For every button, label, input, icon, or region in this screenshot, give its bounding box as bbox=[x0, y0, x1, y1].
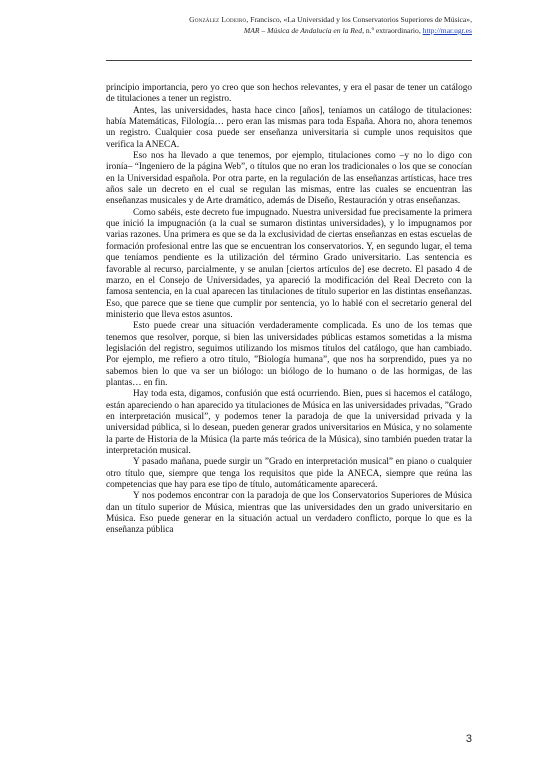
paragraph: Y nos podemos encontrar con la paradoja de que los Conservatorios Superiores de Música dan un título superior de Música, mientras que las universidades den un grado universitario en Música. Eso puede generar en la situación actual un verdadero conflicto, porque lo que es la enseñanza pública bbox=[106, 491, 472, 536]
header-journal: MAR – Música de Andalucía en la Red bbox=[243, 26, 363, 35]
header-author: González Lodeiro bbox=[189, 15, 247, 24]
paragraph: Eso nos ha llevado a que tenemos, por ejemplo, titulaciones como –y no lo digo con ironía– “Ingeniero de la página Web”, o títulos que no eran los tradicionales o los que se conocían en la Universidad española. Por otra parte, en la regulación de las enseñanzas artísticas, hace tres años sale un decreto en el cual se regulan las mismas, entre las cuales se encuentran las enseñanzas musicales y de Arte dramático, además de Diseño, Restauración y otras enseñanzas. bbox=[106, 151, 472, 207]
page-number: 3 bbox=[465, 733, 472, 745]
header-line-2 bbox=[72, 25, 472, 36]
body-text bbox=[106, 83, 472, 537]
running-header bbox=[72, 14, 472, 36]
paragraph: Esto puede crear una situación verdaderamente complicada. Es uno de los temas que tenemos que resolver, porque, si bien las universidades públicas estamos sometidas a la misma legislación del registro, seguimos utilizando los mismos títulos del catálogo, que han cambiado. Por ejemplo, me refiero a otro título, ”Biología humana”, que nos ha sorprendido, pues ya no sabemos bien lo que va ser un biólogo: un biólogo de lo humano o de las hormigas, de las plantas… en fin. bbox=[106, 321, 472, 388]
paragraph: Hay toda esta, digamos, confusión que está ocurriendo. Bien, pues si hacemos el catálogo, están apareciendo o han aparecido ya titulaciones de Música en las universidades privadas, ”Grado en interpretación musical”, y podemos tener la paradoja de que la universidad privada y la universidad pública, si lo desean, pueden generar grados universitarios en Música, y no solamente la parte de Historia de la Música (la parte más teórica de la Música), sino también pueden tratar la interpretación musical. bbox=[106, 389, 472, 456]
header-url-link[interactable]: http://mar.ugr.es bbox=[422, 26, 472, 35]
header-citation: , Francisco, «La Universidad y los Conservatorios Superiores de Música», bbox=[246, 15, 472, 24]
paragraph: principio importancia, pero yo creo que son hechos relevantes, y era el pasar de tener un catálogo de titulaciones a tener un registro. bbox=[106, 83, 472, 105]
paragraph: Como sabéis, este decreto fue impugnado. Nuestra universidad fue precisamente la primera que inició la impugnación (a la cual se sumaron distintas universidades), y lo impugnamos por varias razones. Una primera es que se da la exclusividad de ciertas enseñanzas en estas escuelas de formación profesional entre las que se encuentran los conservatorios. Y, en segundo lugar, el tema que teníamos pendiente es la utilización del término Grado universitario. Las sentencia es favorable al recurso, parcialmente, y se anulan [ciertos artículos de] ese decreto. El pasado 4 de marzo, en el Consejo de Universidades, ya apareció la modificación del Real Decreto con la famosa sentencia, en la cual aparecen las titulaciones de título superior en las distintas enseñanzas. Eso, que parece que se tiene que cumplir por sentencia, yo lo hablé con el secretario general del ministerio que lleva estos asuntos. bbox=[106, 207, 472, 320]
header-rule bbox=[106, 60, 472, 61]
paragraph: Y pasado mañana, puede surgir un ”Grado en interpretación musical” en piano o cualquier otro título que, siempre que tenga los requisitos que pide la ANECA, siempre que reúna las competencias que hay para ese tipo de título, automáticamente aparecerá. bbox=[106, 457, 472, 491]
header-line-1 bbox=[72, 14, 472, 25]
header-issue: , n.º extraordinario, bbox=[362, 26, 423, 35]
paragraph: Antes, las universidades, hasta hace cinco [años], teníamos un catálogo de titulaciones: había Matemáticas, Filología… pero eran las mismas para toda España. Ahora no, ahora tenemos un registro. Cualquier cosa puede ser enseñanza universitaria si cumple unos requisitos que verifica la ANECA. bbox=[106, 105, 472, 150]
